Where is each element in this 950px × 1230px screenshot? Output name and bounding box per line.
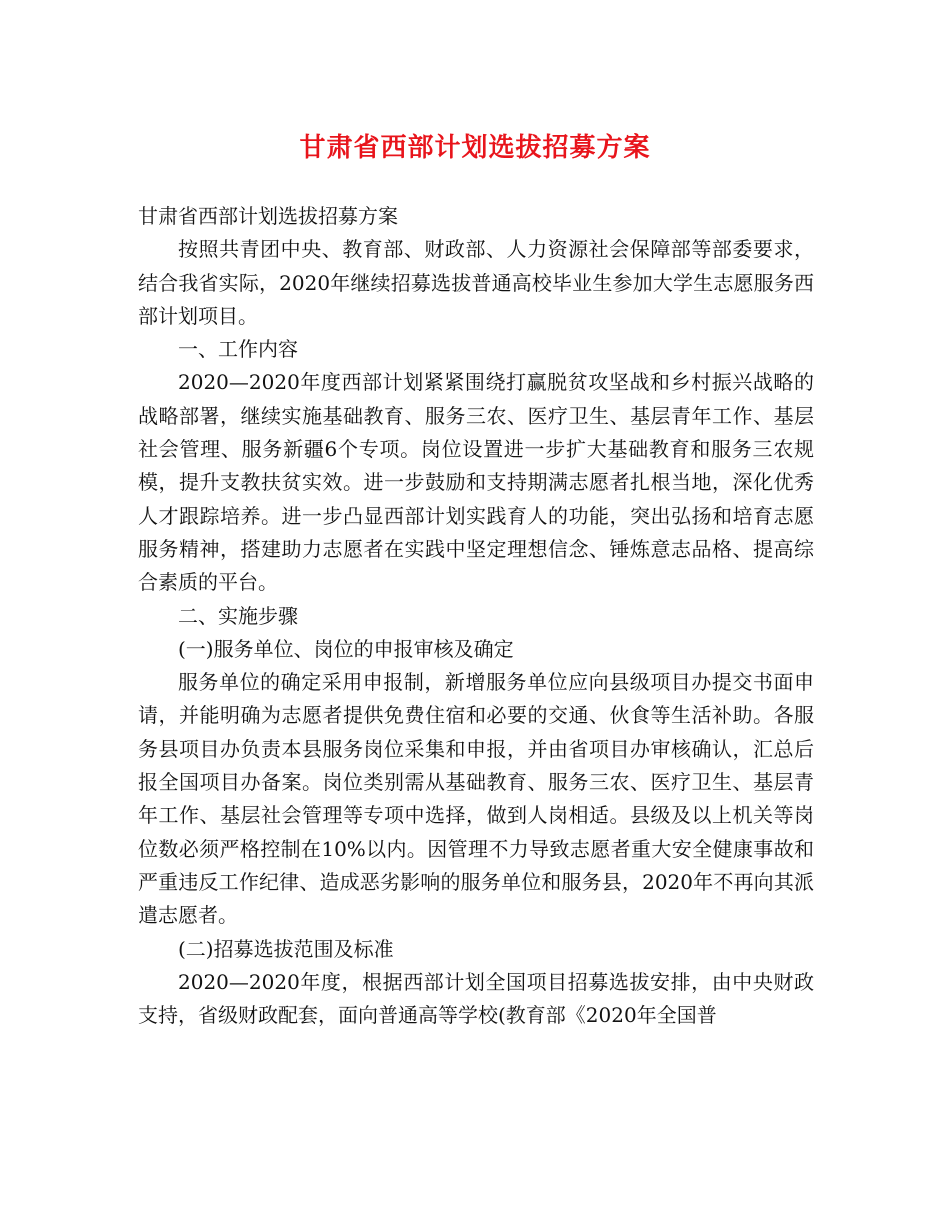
section-heading-steps: 二、实施步骤 — [178, 603, 298, 628]
subsection-heading-units: (一)服务单位、岗位的申报审核及确定 — [178, 636, 514, 661]
paragraph-work-content: 2020—2020年度西部计划紧紧围绕打赢脱贫攻坚战和乡村振兴战略的战略部署，继续实施基础教育、服务三农、医疗卫生、基层青年工作、基层社会管理、服务新疆6个专项。岗位设置进一步扩大基础教育和服务三农规模，提升支教扶贫实效。进一步鼓励和支持期满志愿者扎根当地，深化优秀人才跟踪培养。进一步凸显西部计划实践育人的功能，突出弘扬和培育志愿服务精神，搭建助力志愿者在实践中坚定理想信念、锤炼意志品格、提高综合素质的平台。 — [138, 370, 814, 595]
paragraph-scope: 2020—2020年度，根据西部计划全国项目招募选拔安排，由中央财政支持，省级财政配套，面向普通高等学校(教育部《2020年全国普 — [138, 969, 814, 1028]
document-body — [138, 200, 814, 1032]
section-heading-work-content: 一、工作内容 — [178, 337, 298, 362]
paragraph-units: 服务单位的确定采用申报制，新增服务单位应向县级项目办提交书面申请，并能明确为志愿者提供免费住宿和必要的交通、伙食等生活补助。各服务县项目办负责本县服务岗位采集和申报，并由省项目办审核确认，汇总后报全国项目办备案。岗位类别需从基础教育、服务三农、医疗卫生、基层青年工作、基层社会管理等专项中选择，做到人岗相适。县级及以上机关等岗位数必须严格控制在10%以内。因管理不力导致志愿者重大安全健康事故和严重违反工作纪律、造成恶劣影响的服务单位和服务县，2020年不再向其派遣志愿者。 — [138, 670, 814, 928]
subsection-heading-scope: (二)招募选拔范围及标准 — [178, 936, 394, 961]
paragraph-intro: 按照共青团中央、教育部、财政部、人力资源社会保障部等部委要求，结合我省实际，2020年继续招募选拔普通高校毕业生参加大学生志愿服务西部计划项目。 — [138, 237, 814, 328]
document-title: 甘肃省西部计划选拔招募方案 — [299, 133, 651, 163]
paragraph-subtitle: 甘肃省西部计划选拔招募方案 — [138, 204, 398, 228]
